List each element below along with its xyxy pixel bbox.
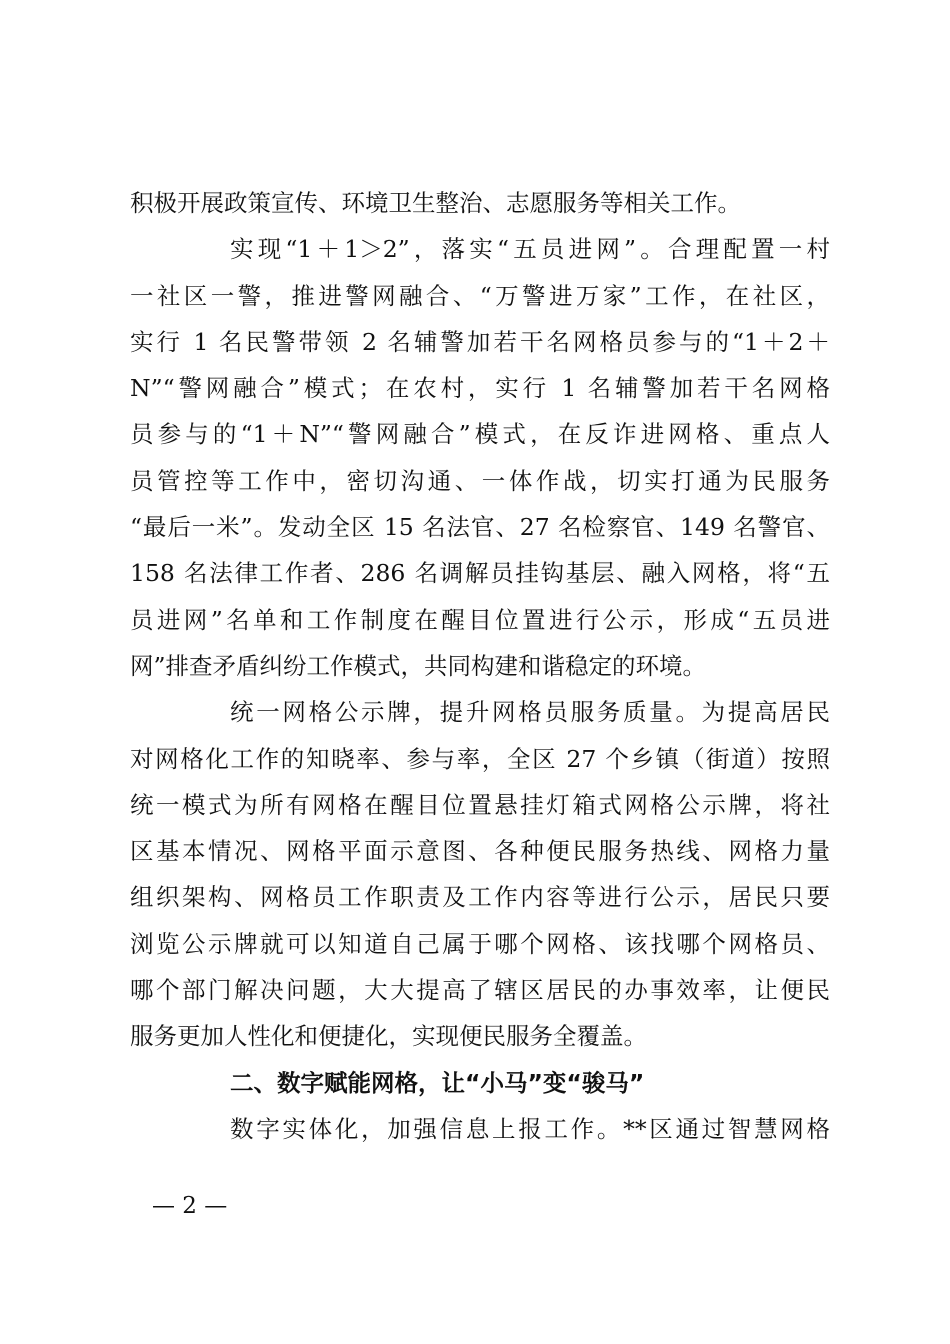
paragraph-line: 网”排查矛盾纠纷工作模式，共同构建和谐稳定的环境。 — [130, 651, 707, 680]
paragraph-line: 统一模式为所有网格在醒目位置悬挂灯箱式网格公示牌，将社 — [130, 790, 830, 819]
paragraph-line: 实现“1＋1＞2”，落实“五员进网”。合理配置一村 — [230, 235, 830, 264]
page-number: — 2 — — [152, 1193, 228, 1219]
section-heading: 二、数字赋能网格，让“小马”变“骏马” — [230, 1068, 645, 1097]
paragraph-line: 积极开展政策宣传、环境卫生整治、志愿服务等相关工作。 — [130, 189, 741, 217]
paragraph-line: 员进网”名单和工作制度在醒目位置进行公示，形成“五员进 — [130, 605, 830, 634]
paragraph-line: 158 名法律工作者、286 名调解员挂钩基层、融入网格，将“五 — [130, 559, 830, 588]
paragraph-line: 员参与的“1＋N”“警网融合”模式，在反诈进网格、重点人 — [130, 420, 830, 449]
paragraph-line: 员管控等工作中，密切沟通、一体作战，切实打通为民服务 — [130, 466, 830, 495]
paragraph-line: 服务更加人性化和便捷化，实现便民服务全覆盖。 — [130, 1022, 647, 1051]
paragraph-line: 一社区一警，推进警网融合、“万警进万家”工作，在社区， — [130, 281, 830, 310]
paragraph-line: 实行 1 名民警带领 2 名辅警加若干名网格员参与的“1＋2＋ — [130, 327, 830, 356]
paragraph-line: 对网格化工作的知晓率、参与率，全区 27 个乡镇（街道）按照 — [130, 744, 830, 773]
paragraph-line: 区基本情况、网格平面示意图、各种便民服务热线、网格力量 — [130, 837, 830, 866]
paragraph-line: 哪个部门解决问题，大大提高了辖区居民的办事效率，让便民 — [130, 976, 830, 1005]
paragraph-line: 组织架构、网格员工作职责及工作内容等进行公示，居民只要 — [130, 883, 830, 912]
body-text — [130, 180, 830, 1152]
paragraph-line: 数字实体化，加强信息上报工作。**区通过智慧网格 — [230, 1114, 830, 1143]
paragraph-line: 统一网格公示牌，提升网格员服务质量。为提高居民 — [230, 698, 830, 727]
paragraph-line: “最后一米”。发动全区 15 名法官、27 名检察官、149 名警官、 — [130, 513, 830, 542]
paragraph-line: 浏览公示牌就可以知道自己属于哪个网格、该找哪个网格员、 — [130, 929, 830, 958]
paragraph-line: N”“警网融合”模式；在农村，实行 1 名辅警加若干名网格 — [130, 374, 830, 403]
